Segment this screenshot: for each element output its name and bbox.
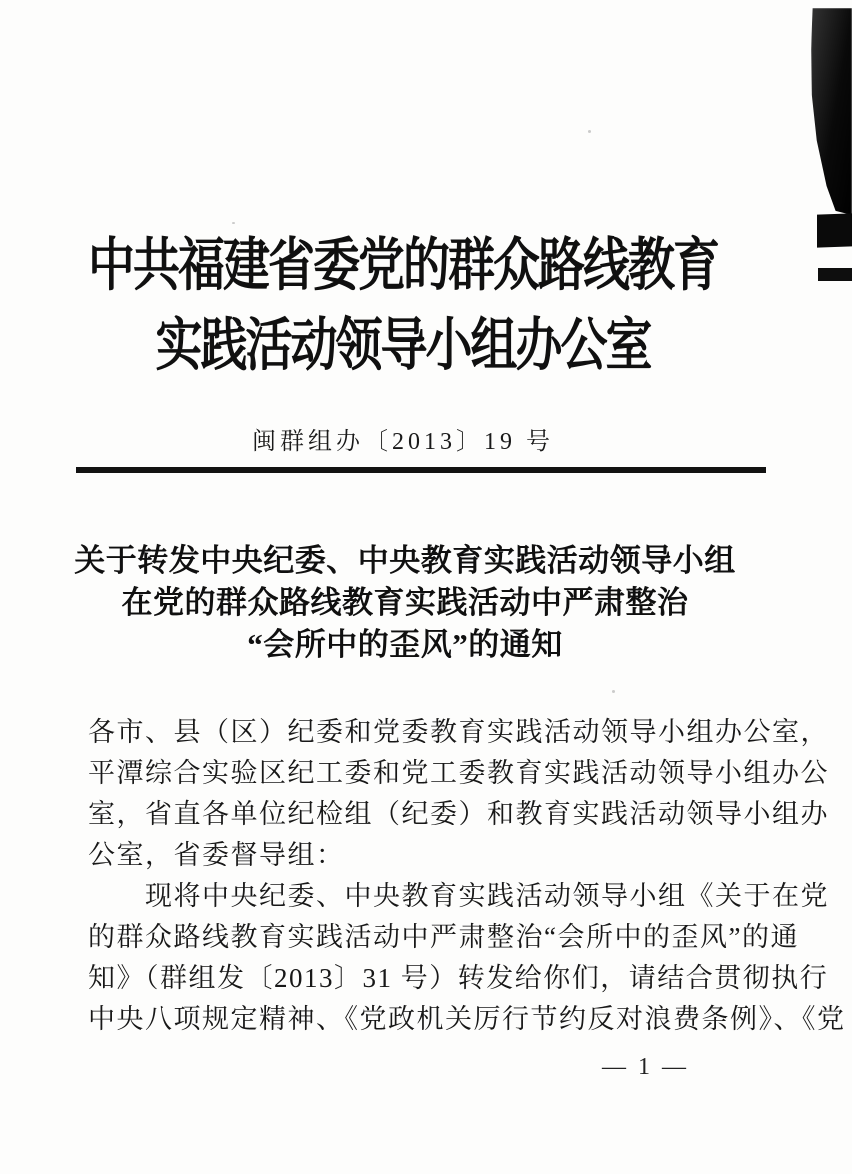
scan-speck bbox=[588, 130, 591, 133]
scan-speck bbox=[232, 222, 235, 224]
body-line: 知》（群组发〔2013〕31 号）转发给你们，请结合贯彻执行 bbox=[88, 963, 829, 993]
scan-artifact-bar bbox=[818, 268, 852, 281]
document-body bbox=[88, 712, 846, 1040]
body-line: 平潭综合实验区纪工委和党工委教育实践活动领导小组办公 bbox=[88, 758, 829, 788]
body-line: 现将中央纪委、中央教育实践活动领导小组《关于在党 bbox=[145, 881, 829, 911]
body-line: 室，省直各单位纪检组（纪委）和教育实践活动领导小组办 bbox=[88, 799, 829, 829]
body-line: 各市、县（区）纪委和党委教育实践活动领导小组办公室， bbox=[88, 717, 829, 747]
document-title-line-1: 关于转发中央纪委、中央教育实践活动领导小组 bbox=[74, 543, 736, 578]
body-line: 公室，省委督导组： bbox=[88, 840, 345, 870]
scan-speck bbox=[612, 690, 615, 693]
letterhead-line-2: 实践活动领导小组办公室 bbox=[155, 314, 651, 379]
document-number: 闽群组办〔2013〕19 号 bbox=[252, 429, 554, 455]
scan-artifact-smudge bbox=[811, 8, 852, 215]
scan-artifact-block bbox=[817, 213, 852, 247]
page-number: — 1 — bbox=[602, 1054, 689, 1080]
body-line: 中央八项规定精神、《党政机关厉行节约反对浪费条例》、《党 bbox=[88, 1004, 846, 1034]
document-title-line-3: “会所中的歪风”的通知 bbox=[247, 627, 563, 662]
letterhead-line-1: 中共福建省委党的群众路线教育 bbox=[88, 234, 718, 299]
body-line: 的群众路线教育实践活动中严肃整治“会所中的歪风”的通 bbox=[88, 922, 799, 952]
document-title bbox=[0, 540, 810, 666]
separator-rule bbox=[76, 467, 766, 473]
document-title-line-2: 在党的群众路线教育实践活动中严肃整治 bbox=[121, 585, 689, 620]
